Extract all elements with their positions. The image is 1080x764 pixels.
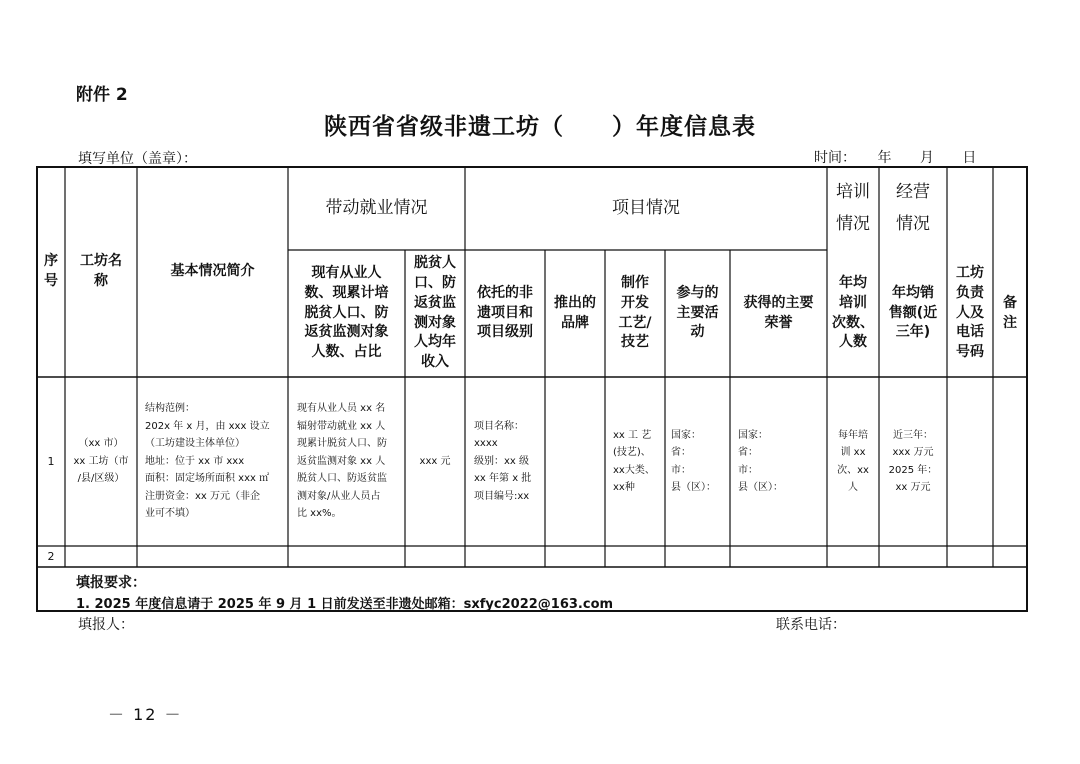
page-title: 陕西省省级非遗工坊（ ）年度信息表 [324,114,756,140]
header-employment-count: 现有从业人 数、现累计培 脱贫人口、防 返贫监测对象 人数、占比 [304,264,389,361]
header-employment: 带动就业情况 [325,198,428,219]
attachment-label: 附件 2 [76,85,128,105]
row1-employment: 现有从业人员 xx 名 辐射带动就业 xx 人 现累计脱贫人口、防 返贫监测对象 xx 人 脱贫人口、防返贫监 测对象/从业人员占 比 xx%。 [297,403,387,520]
header-training: 培训 情况 [836,182,870,234]
row1-basic: 结构范例： 202x 年 x 月，由 xxx 设立 （工坊建设主体单位） 地址：位于 xx 市 xxx 面积：固定场所面积 xxx ㎡ 注册资金：xx 万元（非企 业可不填） [145,403,270,520]
header-workshop-name: 工坊名 称 [80,253,122,289]
row1-seq: 1 [47,454,55,468]
header-sales: 年均销 售额(近 三年) [888,284,938,341]
header-craft: 制作 开发 工艺/ 技艺 [618,274,652,351]
header-basic-info: 基本情况简介 [170,263,255,280]
row1-honors: 国家： 省： 市： 县（区）： [738,429,783,493]
phone-label: 联系电话： [776,617,846,633]
notes-line-1: 1. 2025 年度信息请于 2025 年 9 月 1 日前发送至非遗处邮箱：sxfyc2022@163.com [76,597,614,612]
header-training-count: 年均 培训 次数、 人数 [832,274,874,351]
header-honors: 获得的主要 荣誉 [743,294,814,331]
row1-remark [993,377,1027,546]
header-brand: 推出的 品牌 [554,294,596,331]
header-operation: 经营 情况 [896,182,930,234]
header-project: 项目情况 [612,198,680,219]
row1-craft: xx 工 艺 (技艺)、 xx大类、 xx种 [613,429,655,493]
row1-heritage-project: 项目名称： xxxx 级别：xx 级 xx 年第 x 批 项目编号:xx [474,420,532,502]
row1-income: xxx 元 [419,455,451,467]
header-activities: 参与的 主要活 动 [676,284,719,341]
header-heritage-project: 依托的非 遗项目和 项目级别 [477,284,533,341]
row1-sales: 近三年： xxx 万元 2025 年： xx 万元 [888,429,938,493]
fill-unit-label: 填写单位（盖章）： [78,151,197,167]
date-label: 时间： 年 月 日 [814,150,977,166]
row1-brand [545,377,605,546]
header-seq: 序 号 [44,253,58,289]
row1-name: （xx 市） xx 工坊（市 /县/区级） [73,438,129,485]
row1-training: 每年培 训 xx 次、xx 人 [837,429,869,493]
row1-manager [947,377,993,546]
header-remark: 备 注 [1003,294,1017,331]
header-income: 脱贫人 口、防 返贫监 测对象 人均年 收入 [414,254,456,371]
notes-title: 填报要求： [76,575,146,591]
page-number: － 12 － [108,705,183,724]
row2-seq: 2 [47,549,55,563]
header-manager: 工坊 负责 人及 电话 号码 [956,264,984,361]
reporter-label: 填报人： [78,617,134,633]
row1-activities: 国家： 省： 市： 县（区）： [671,429,716,493]
